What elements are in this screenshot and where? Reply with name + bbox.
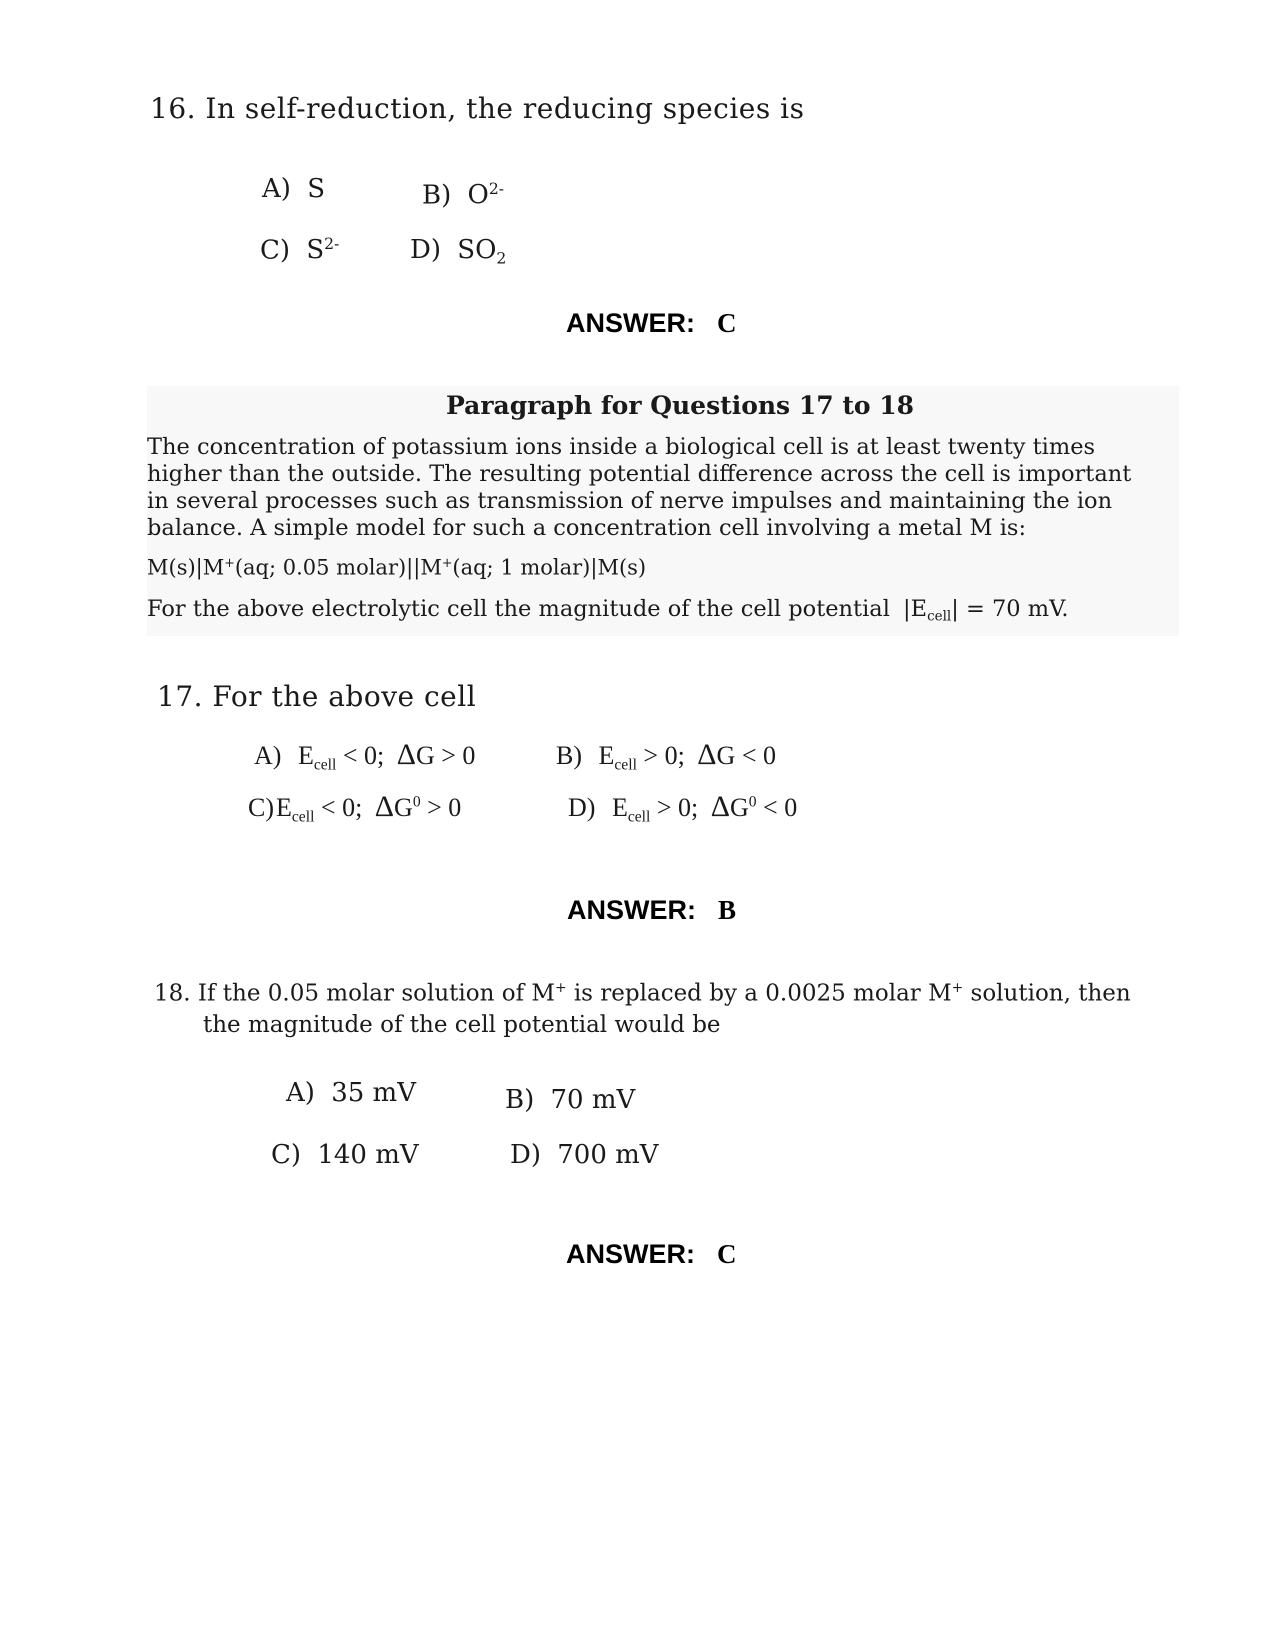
option-label: B) [505, 1085, 535, 1115]
q18-option-b [505, 1085, 635, 1115]
potential-subscript: cell [927, 608, 952, 625]
option-condition: > 0; [656, 793, 699, 822]
option-superscript: 0 [412, 793, 421, 811]
answer-value: C [717, 1239, 737, 1269]
q18-stem-part: is replaced by a 0.0025 molar M [566, 980, 952, 1007]
q17-option-c [248, 790, 461, 826]
q17-option-d [568, 790, 797, 826]
delta-symbol: Δ [396, 738, 416, 771]
q18-option-c [271, 1140, 419, 1170]
q16-option-c [260, 235, 339, 265]
paragraph-title: Paragraph for Questions 17 to 18 [446, 391, 915, 420]
cell-notation-part: (aq; 0.05 molar)||M [234, 555, 442, 580]
answer-label: ANSWER: [566, 1239, 695, 1269]
option-label: A) [286, 1078, 315, 1108]
potential-text: For the above electrolytic cell the magnitude of the cell potential [147, 596, 890, 622]
option-e: E [297, 741, 314, 770]
option-e: E [598, 741, 615, 770]
option-subscript: cell [627, 808, 651, 826]
q18-superscript: + [554, 980, 567, 996]
option-relation: < 0 [741, 741, 776, 770]
q18-superscript: + [951, 980, 964, 996]
option-superscript: 2- [324, 235, 340, 253]
q18-stem-part: solution, then [963, 980, 1131, 1007]
q16-stem: 16. In self-reduction, the reducing species is [150, 92, 805, 125]
cell-notation [147, 555, 646, 580]
option-subscript: cell [614, 756, 637, 774]
paragraph-line-1: The concentration of potassium ions inside a biological cell is at least twenty times [147, 434, 1096, 460]
option-condition: > 0; [643, 741, 685, 770]
potential-value: | = 70 mV. [951, 596, 1069, 622]
answer-label: ANSWER: [566, 308, 695, 338]
delta-symbol: Δ [710, 790, 730, 823]
option-text: S [307, 174, 325, 204]
option-text: O [467, 180, 489, 211]
q18-stem-line-1 [154, 980, 1131, 1006]
option-relation: > 0 [427, 793, 462, 822]
q18-option-d [510, 1140, 659, 1170]
option-relation: < 0 [763, 793, 798, 822]
option-label: A) [262, 174, 291, 204]
q16-option-a [262, 174, 325, 204]
option-label: A) [254, 741, 282, 770]
option-label: C) [248, 793, 274, 822]
option-label: C) [271, 1140, 302, 1170]
option-e: E [611, 793, 628, 822]
paragraph-line-3: in several processes such as transmission of nerve impulses and maintaining the ion [147, 488, 1113, 514]
option-text: 35 mV [331, 1078, 416, 1108]
option-condition: < 0; [342, 741, 385, 770]
q18-stem-line-2: the magnitude of the cell potential would be [203, 1012, 721, 1038]
cell-notation-part: M(s)|M [147, 555, 225, 580]
q18-option-a [286, 1078, 416, 1108]
option-g: G [394, 793, 413, 822]
delta-symbol: Δ [697, 738, 717, 771]
q17-option-a [254, 738, 475, 774]
q16-option-d [410, 235, 506, 267]
cell-superscript: + [224, 555, 235, 570]
option-text: 700 mV [557, 1140, 659, 1170]
option-g: G [729, 793, 749, 822]
delta-symbol: Δ [374, 790, 395, 823]
potential-symbol: |E [903, 596, 928, 622]
option-subscript: 2 [496, 249, 507, 268]
q16-answer [566, 308, 737, 339]
q17-answer [567, 895, 736, 926]
option-text: 140 mV [317, 1140, 419, 1170]
answer-value: B [718, 895, 737, 925]
cell-notation-part: (aq; 1 molar)|M(s) [452, 555, 647, 580]
q18-stem-part: 18. If the 0.05 molar solution of M [154, 980, 555, 1007]
q16-option-b [422, 180, 504, 210]
q18-answer [566, 1239, 737, 1270]
paragraph-line-4: balance. A simple model for such a concentration cell involving a metal M is: [147, 515, 1027, 541]
option-label: D) [568, 793, 596, 822]
option-label: C) [260, 235, 291, 266]
option-label: B) [556, 741, 582, 770]
option-e: E [276, 793, 292, 822]
q17-stem: 17. For the above cell [157, 680, 477, 713]
option-g: G [716, 741, 736, 770]
q17-option-b [556, 738, 776, 774]
option-subscript: cell [291, 808, 315, 826]
paragraph-line-2: higher than the outside. The resulting potential difference across the cell is important [147, 461, 1132, 487]
option-subscript: cell [313, 756, 337, 774]
option-g: G [415, 741, 435, 770]
cell-potential-line [147, 596, 1069, 625]
option-relation: > 0 [441, 741, 476, 770]
option-text: S [306, 235, 325, 266]
cell-superscript: + [441, 555, 453, 570]
option-text: SO [457, 235, 497, 265]
option-superscript: 2- [488, 180, 505, 198]
option-superscript: 0 [748, 793, 757, 811]
answer-value: C [717, 308, 737, 338]
option-text: 70 mV [550, 1085, 636, 1115]
answer-label: ANSWER: [567, 895, 696, 925]
option-label: D) [510, 1140, 541, 1170]
option-label: B) [422, 180, 452, 211]
option-label: D) [410, 235, 441, 265]
option-condition: < 0; [320, 793, 363, 822]
